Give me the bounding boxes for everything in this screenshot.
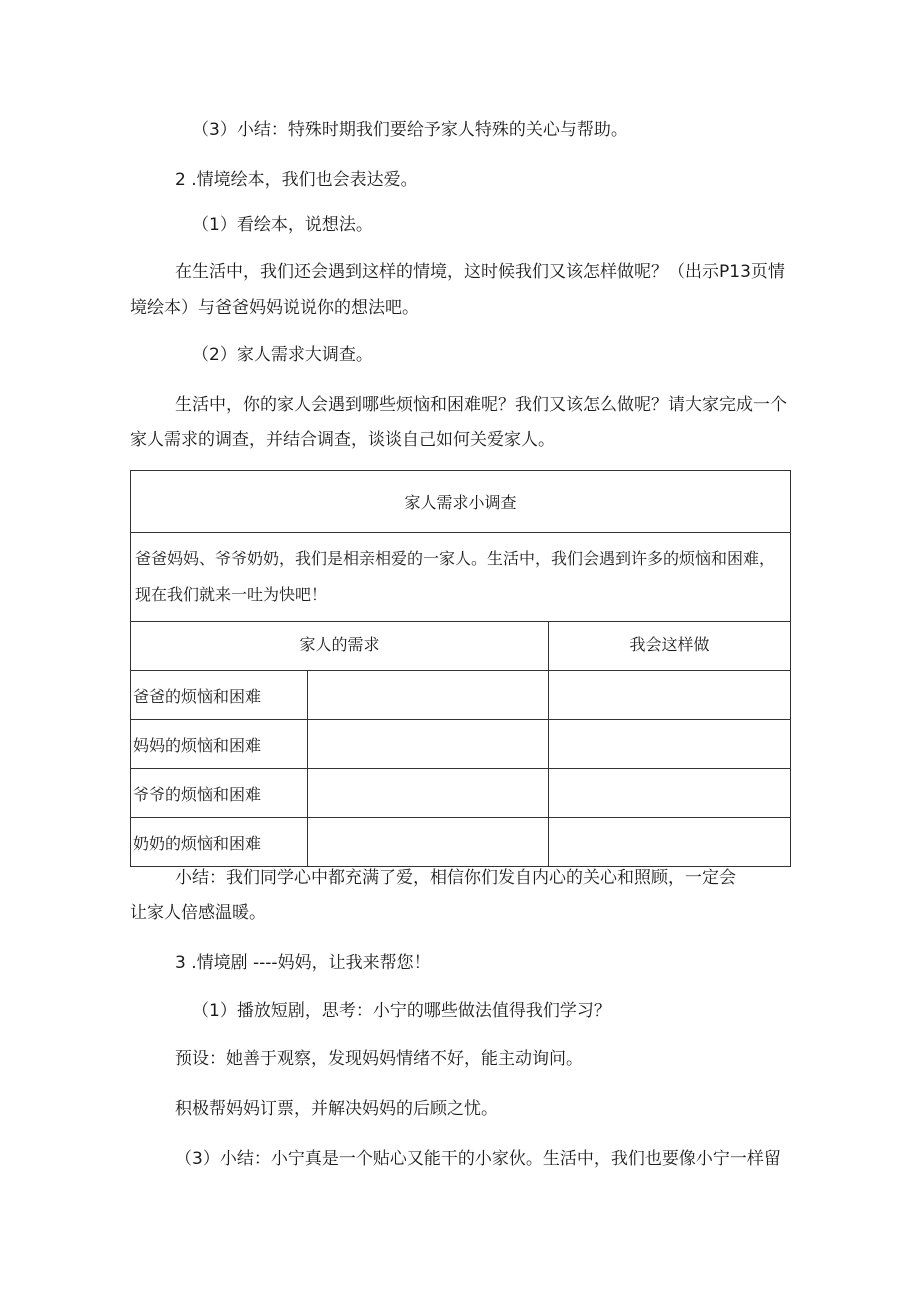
- subheading-3: （1）播放短剧，思考：小宁的哪些做法值得我们学习？: [192, 1001, 611, 1021]
- column-header-actions: [549, 622, 791, 671]
- action-cell: [549, 769, 791, 818]
- section-heading-2: 2 .情境绘本，我们也会表达爱。: [175, 170, 418, 190]
- table-row: [131, 818, 791, 867]
- need-cell: [308, 671, 549, 720]
- paragraph-preset: 预设：她善于观察，发现妈妈情绪不好，能主动询问。: [175, 1049, 583, 1069]
- subheading-1: （1）看绘本，说想法。: [192, 215, 373, 235]
- need-cell: [308, 818, 549, 867]
- table-row: [131, 720, 791, 769]
- need-cell: [308, 769, 549, 818]
- paragraph-line: 让家人倍感温暖。: [130, 903, 266, 923]
- section-heading-3: 3 .情境剧 ----妈妈，让我来帮您！: [175, 953, 431, 973]
- paragraph-summary-3: （3）小结：小宁真是一个贴心又能干的小家伙。生活中，我们也要像小宁一样留: [175, 1149, 781, 1169]
- paragraph-line: 境绘本）与爸爸妈妈说说你的想法吧。: [130, 298, 419, 318]
- row-label: 爸爸的烦恼和困难: [131, 671, 308, 720]
- action-cell: [549, 671, 791, 720]
- table-row: [131, 671, 791, 720]
- paragraph-line: 积极帮妈妈订票，并解决妈妈的后顾之忧。: [175, 1099, 498, 1119]
- paragraph-line: 在生活中，我们还会遇到这样的情境，这时候我们又该怎样做呢？（出示P13页情: [175, 262, 785, 282]
- action-cell: [549, 720, 791, 769]
- row-label: 奶奶的烦恼和困难: [131, 818, 308, 867]
- need-cell: [308, 720, 549, 769]
- paragraph-line: 生活中，你的家人会遇到哪些烦恼和困难呢？我们又该怎么做呢？请大家完成一个: [175, 395, 787, 415]
- survey-intro: 爸爸妈妈、爷爷奶奶，我们是相亲相爱的一家人。生活中，我们会遇到许多的烦恼和困难，现在我们就来一吐为快吧！: [131, 533, 791, 622]
- column-header-actions-label: 我会这样做: [629, 635, 710, 654]
- subheading-2: （2）家人需求大调查。: [192, 345, 373, 365]
- action-cell: [549, 818, 791, 867]
- survey-title: 家人需求小调查: [131, 471, 791, 533]
- column-header-needs-label: 家人的需求: [299, 635, 380, 654]
- row-label: 爷爷的烦恼和困难: [131, 769, 308, 818]
- paragraph-summary-1: （3）小结：特殊时期我们要给予家人特殊的关心与帮助。: [192, 120, 628, 140]
- paragraph-line: 家人需求的调查，并结合调查，谈谈自己如何关爱家人。: [130, 430, 555, 450]
- paragraph-line: 小结：我们同学心中都充满了爱，相信你们发自内心的关心和照顾，一定会: [175, 868, 736, 888]
- survey-table: [130, 470, 791, 867]
- column-header-needs: [131, 622, 549, 671]
- table-row: [131, 769, 791, 818]
- row-label: 妈妈的烦恼和困难: [131, 720, 308, 769]
